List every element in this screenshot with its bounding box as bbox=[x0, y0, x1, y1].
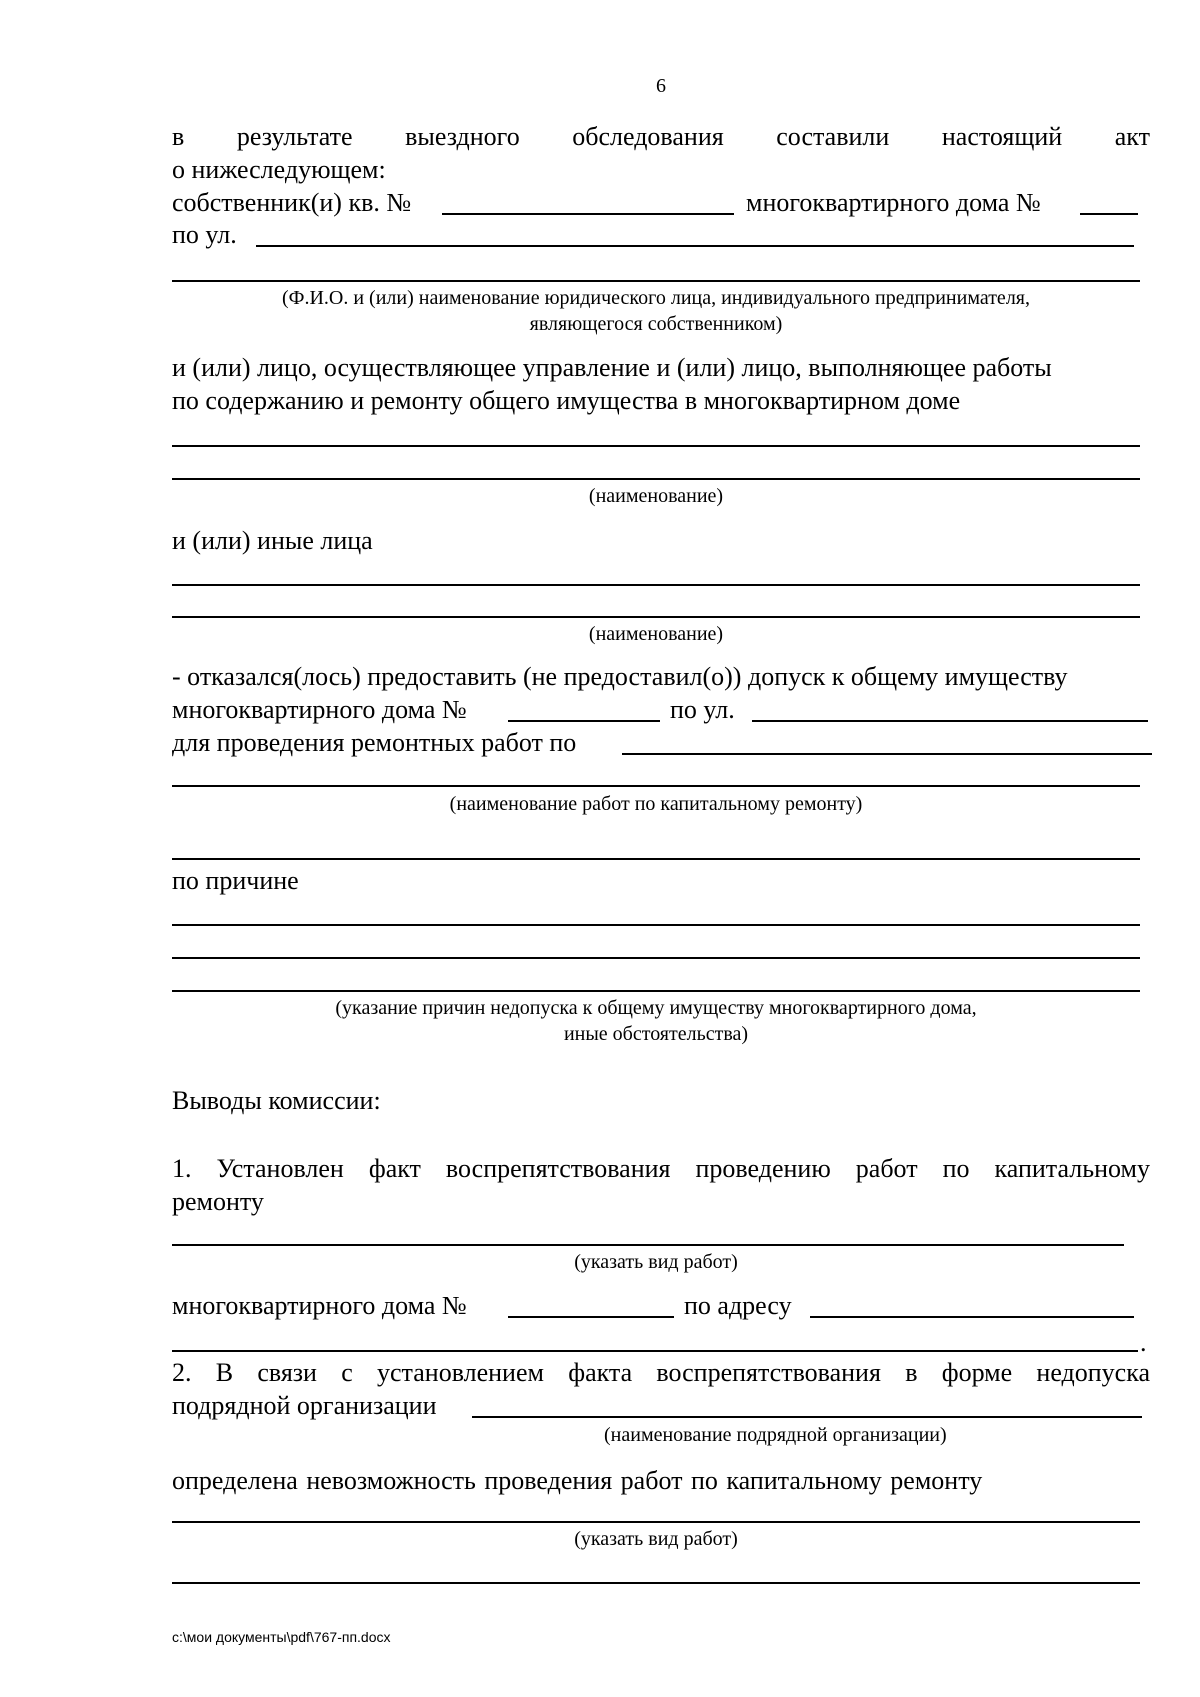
word: составили bbox=[776, 122, 890, 151]
others-caption: (наименование) bbox=[588, 623, 724, 645]
word: настоящий bbox=[941, 122, 1063, 151]
conclusion-2-caption-2: (указать вид работ) bbox=[574, 1528, 738, 1550]
others-field-1[interactable] bbox=[172, 584, 1140, 586]
conclusion-2-label: подрядной организации bbox=[172, 1391, 437, 1420]
intro-line-1 bbox=[172, 124, 1150, 150]
conclusion-1-house-field[interactable] bbox=[508, 1316, 674, 1318]
intro-line-2: о нижеследующем: bbox=[172, 155, 386, 184]
conclusion-2-caption: (наименование подрядной организации) bbox=[604, 1424, 947, 1446]
footer-file-path: c:\мои документы\pdf\767-пп.docx bbox=[172, 1629, 391, 1645]
reason-caption-line-1: (указание причин недопуска к общему имуществу многоквартирного дома, bbox=[335, 997, 977, 1019]
conclusion-2-contractor-field[interactable] bbox=[472, 1416, 1142, 1418]
house-label: многоквартирного дома № bbox=[746, 188, 1041, 217]
conclusion-1-address-field-2[interactable] bbox=[172, 1350, 1138, 1352]
owner-name-field[interactable] bbox=[172, 280, 1140, 282]
conclusion-1-house-label: многоквартирного дома № bbox=[172, 1291, 467, 1320]
conclusion-2-line-3: определена невозможность проведения работ по капитальному ремонту bbox=[172, 1466, 983, 1495]
word: 1. bbox=[172, 1154, 192, 1183]
word: с bbox=[341, 1358, 353, 1387]
reason-label: по причине bbox=[172, 866, 299, 895]
word: работ bbox=[855, 1154, 918, 1183]
word: форме bbox=[941, 1358, 1013, 1387]
word: Установлен bbox=[216, 1154, 344, 1183]
refusal-works-field[interactable] bbox=[622, 753, 1152, 755]
conclusion-1-line-2: ремонту bbox=[172, 1187, 264, 1216]
refusal-works-field-3[interactable] bbox=[172, 858, 1140, 860]
reason-field-2[interactable] bbox=[172, 957, 1140, 959]
refusal-line-1: - отказался(лось) предоставить (не предоставил(о)) допуск к общему имуществу bbox=[172, 662, 1068, 691]
conclusion-1-line-1 bbox=[172, 1156, 1150, 1182]
conclusions-title: Выводы комиссии: bbox=[172, 1086, 381, 1115]
word: В bbox=[215, 1358, 234, 1387]
conclusion-2-works-field[interactable] bbox=[172, 1521, 1140, 1523]
reason-field-1[interactable] bbox=[172, 924, 1140, 926]
manager-line-1: и (или) лицо, осуществляющее управление и (или) лицо, выполняющее работы bbox=[172, 353, 1052, 382]
manager-caption: (наименование) bbox=[588, 485, 724, 507]
page-number: 6 bbox=[656, 75, 666, 97]
word: в bbox=[905, 1358, 918, 1387]
manager-line-2: по содержанию и ремонту общего имущества в многоквартирном доме bbox=[172, 386, 961, 415]
word: проведению bbox=[695, 1154, 831, 1183]
conclusion-1-address-field[interactable] bbox=[810, 1316, 1134, 1318]
word: капитальному bbox=[994, 1154, 1150, 1183]
word: воспрепятствования bbox=[445, 1154, 671, 1183]
owner-apartment-field[interactable] bbox=[442, 213, 734, 215]
word: связи bbox=[257, 1358, 317, 1387]
conclusion-2-line-1 bbox=[172, 1360, 1150, 1386]
reason-field-3[interactable] bbox=[172, 990, 1140, 992]
others-label: и (или) иные лица bbox=[172, 526, 373, 555]
owner-house-field[interactable] bbox=[1080, 213, 1138, 215]
word: выездного bbox=[405, 122, 520, 151]
refusal-street-field[interactable] bbox=[752, 720, 1148, 722]
refusal-house-field[interactable] bbox=[508, 720, 660, 722]
conclusion-1-address-label: по адресу bbox=[684, 1291, 792, 1320]
conclusion-2-works-field-2[interactable] bbox=[172, 1582, 1140, 1584]
word: факта bbox=[568, 1358, 633, 1387]
street-label: по ул. bbox=[172, 220, 237, 249]
word: недопуска bbox=[1036, 1358, 1150, 1387]
word: в bbox=[172, 122, 185, 151]
refusal-works-caption: (наименование работ по капитальному ремонту) bbox=[449, 793, 863, 815]
refusal-works-label: для проведения ремонтных работ по bbox=[172, 728, 577, 757]
manager-field-2[interactable] bbox=[172, 478, 1140, 480]
refusal-works-field-2[interactable] bbox=[172, 785, 1140, 787]
conclusion-1-caption: (указать вид работ) bbox=[574, 1251, 738, 1273]
owner-label: собственник(и) кв. № bbox=[172, 188, 412, 217]
owner-caption-line-2: являющегося собственником) bbox=[529, 313, 783, 335]
owner-caption-line-1: (Ф.И.О. и (или) наименование юридического лица, индивидуального предпринимателя, bbox=[281, 287, 1030, 309]
word: 2. bbox=[172, 1358, 192, 1387]
owner-street-field[interactable] bbox=[256, 245, 1134, 247]
conclusion-1-works-field[interactable] bbox=[172, 1244, 1124, 1246]
word: установлением bbox=[377, 1358, 544, 1387]
word: по bbox=[942, 1154, 970, 1183]
others-field-2[interactable] bbox=[172, 616, 1140, 618]
word: акт bbox=[1114, 122, 1150, 151]
word: воспрепятствования bbox=[656, 1358, 881, 1387]
word: обследования bbox=[572, 122, 724, 151]
period: . bbox=[1140, 1328, 1147, 1357]
reason-caption-line-2: иные обстоятельства) bbox=[563, 1023, 749, 1045]
word: результате bbox=[236, 122, 353, 151]
word: факт bbox=[368, 1154, 421, 1183]
refusal-street-label: по ул. bbox=[670, 695, 735, 724]
refusal-house-label: многоквартирного дома № bbox=[172, 695, 467, 724]
manager-field-1[interactable] bbox=[172, 445, 1140, 447]
